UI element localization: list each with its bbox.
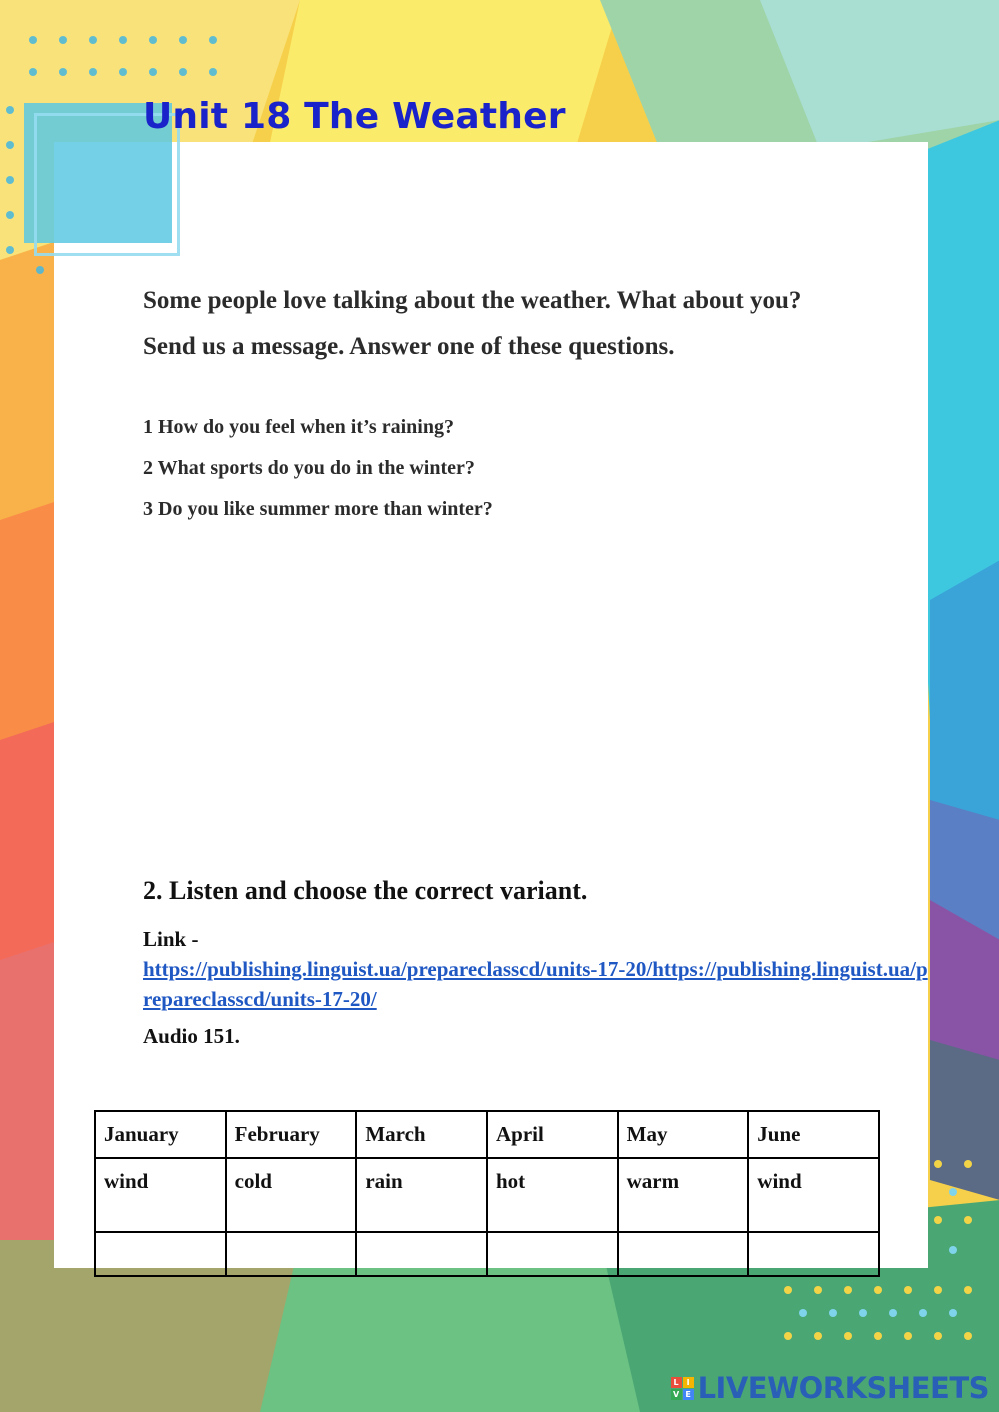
badge-letter: L [671,1377,682,1388]
liveworksheets-logo [671,1370,989,1406]
table-header-row [95,1111,879,1158]
answer-cell[interactable] [618,1232,749,1276]
answer-row [95,1232,879,1276]
word-cell: wind [95,1158,226,1232]
question-item: 2 What sports do you do in the winter? [143,457,475,479]
live-badge-icon [671,1377,694,1400]
month-cell: April [487,1111,618,1158]
word-cell: rain [356,1158,487,1232]
answer-cell[interactable] [748,1232,879,1276]
table-row [95,1158,879,1232]
months-table [94,1110,880,1277]
answer-cell[interactable] [226,1232,357,1276]
page-title: Unit 18 The Weather [143,96,566,137]
month-cell: March [356,1111,487,1158]
badge-letter: V [671,1389,682,1400]
badge-letter: I [683,1377,694,1388]
answer-cell[interactable] [356,1232,487,1276]
answer-cell[interactable] [95,1232,226,1276]
task1-instructions: Some people love talking about the weather. What about you? Send us a message. Answer one of these questions. [143,287,802,360]
month-cell: May [618,1111,749,1158]
link-block [143,924,933,1014]
question-item: 3 Do you like summer more than winter? [143,498,493,520]
word-cell: cold [226,1158,357,1232]
question-list [143,412,493,535]
brand-name: LIVEWORKSHEETS [697,1371,989,1405]
audio-number: Audio 151. [143,1024,240,1048]
word-cell: hot [487,1158,618,1232]
month-cell: June [748,1111,879,1158]
task2-heading: 2. Listen and choose the correct variant. [143,876,588,905]
question-item: 1 How do you feel when it’s raining? [143,416,454,438]
link-label: Link - [143,927,199,951]
word-cell: wind [748,1158,879,1232]
badge-letter: E [683,1389,694,1400]
month-cell: February [226,1111,357,1158]
month-cell: January [95,1111,226,1158]
answer-cell[interactable] [487,1232,618,1276]
word-cell: warm [618,1158,749,1232]
audio-link[interactable]: https://publishing.linguist.ua/prepareclasscd/units-17-20/https://publishing.linguist.ua/prepareclasscd/units-17-20/ [143,957,928,1011]
